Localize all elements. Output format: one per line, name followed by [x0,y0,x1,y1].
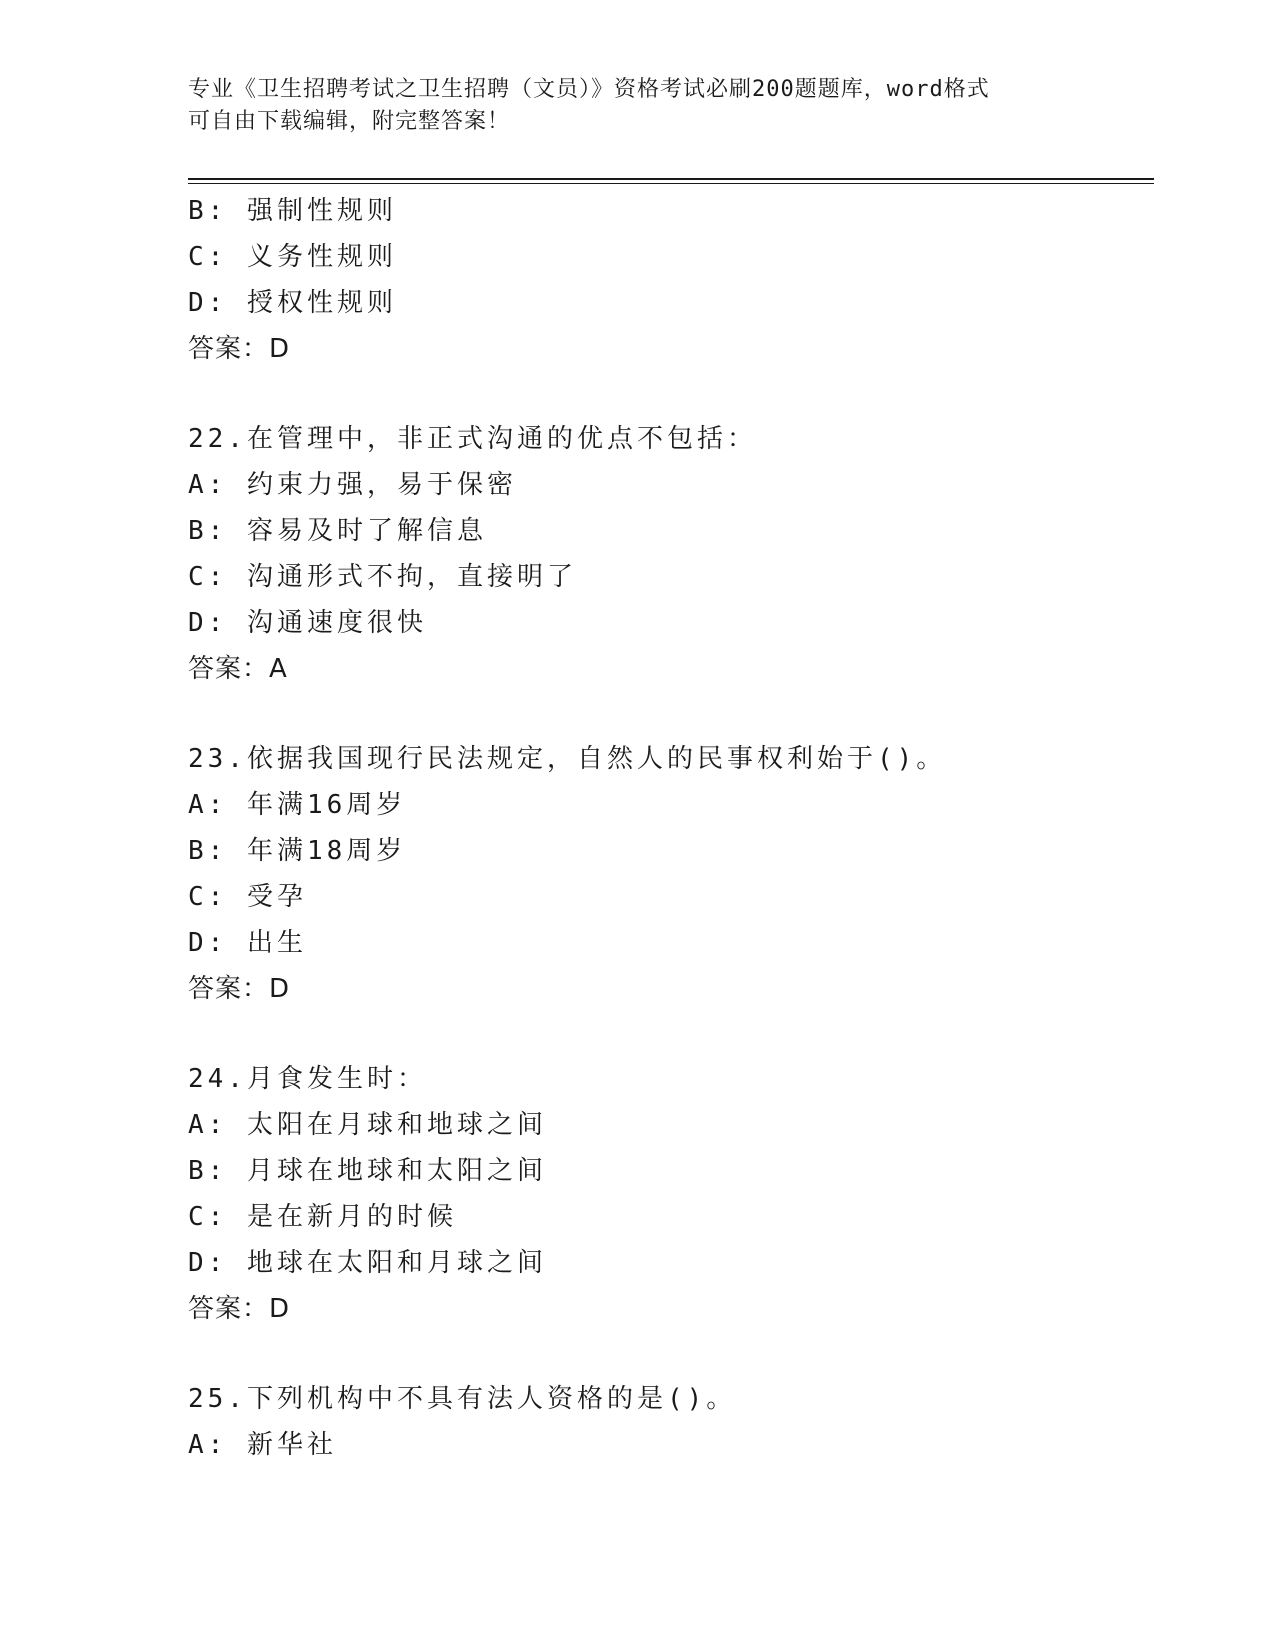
question-23-block [188,736,1148,1012]
question-text: 25.下列机构中不具有法人资格的是()。 [188,1384,737,1414]
answer-line: 答案：D [188,974,291,1004]
option-b: B: 年满18周岁 [188,836,407,866]
question-24-block [188,1056,1148,1332]
header-line-1: 专业《卫生招聘考试之卫生招聘（文员）》资格考试必刷200题题库，word格式 [188,77,990,102]
option-d: D: 沟通速度很快 [188,608,427,638]
option-b: B: 容易及时了解信息 [188,516,487,546]
option-c: C: 受孕 [188,882,307,912]
answer-line: 答案：D [188,334,291,364]
header-divider-thick [188,178,1154,180]
answer-line: 答案：A [188,654,288,684]
document-header [188,74,1088,138]
option-c: C: 义务性规则 [188,242,397,272]
question-25-block [188,1376,1148,1468]
header-divider-thin [188,183,1154,184]
option-b: B: 强制性规则 [188,196,397,226]
question-22-block [188,416,1148,692]
option-a: A: 约束力强，易于保密 [188,470,517,500]
option-b: B: 月球在地球和太阳之间 [188,1156,547,1186]
question-text: 22.在管理中，非正式沟通的优点不包括： [188,424,757,454]
option-c: C: 沟通形式不拘，直接明了 [188,562,577,592]
option-a: A: 年满16周岁 [188,790,407,820]
header-line-2: 可自由下载编辑，附完整答案！ [188,109,511,134]
question-text: 23.依据我国现行民法规定，自然人的民事权利始于()。 [188,744,947,774]
question-21-block [188,188,1148,372]
option-a: A: 太阳在月球和地球之间 [188,1110,547,1140]
option-d: D: 地球在太阳和月球之间 [188,1248,547,1278]
option-d: D: 出生 [188,928,307,958]
option-c: C: 是在新月的时候 [188,1202,457,1232]
question-text: 24.月食发生时： [188,1064,427,1094]
option-a: A: 新华社 [188,1430,337,1460]
answer-line: 答案：D [188,1294,291,1324]
option-d: D: 授权性规则 [188,288,397,318]
question-list [188,188,1148,1468]
